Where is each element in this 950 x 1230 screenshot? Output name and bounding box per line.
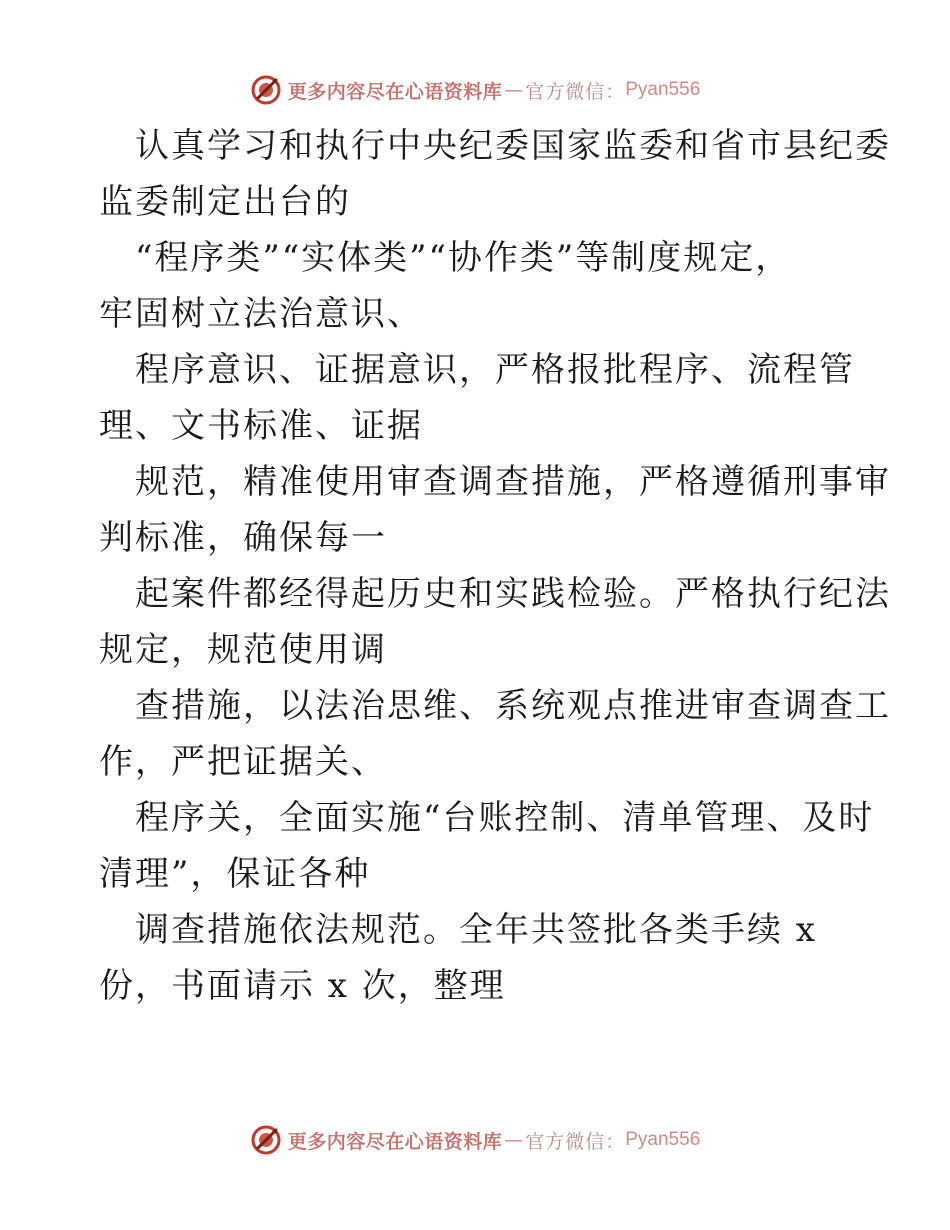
banner-main-text: 更多内容尽在心语资料库	[287, 80, 503, 103]
text-line: 清理”，保证各种	[99, 854, 371, 894]
text-line: 程序关，全面实施“台账控制、清单管理、及时	[135, 798, 875, 838]
text-line: 份，书面请示 x 次，整理	[99, 966, 506, 1006]
banner-separator: —	[504, 1129, 524, 1151]
text-line: 监委制定出台的	[99, 182, 351, 222]
banner-separator: —	[504, 79, 524, 101]
text-line: 牢固树立法治意识、	[99, 294, 423, 334]
banner-wechat-id: Pyan556	[625, 79, 701, 100]
text-line: 认真学习和执行中央纪委国家监委和省市县纪委	[135, 126, 891, 166]
logo-icon	[250, 74, 282, 106]
text-line: 判标准，确保每一	[99, 518, 387, 558]
banner-wechat-label: 官方微信：	[525, 1130, 626, 1153]
text-line: 理、文书标准、证据	[99, 406, 423, 446]
text-line: 起案件都经得起历史和实践检验。严格执行纪法	[135, 574, 891, 614]
text-line: 程序意识、证据意识，严格报批程序、流程管	[135, 350, 855, 390]
text-line: 查措施，以法治思维、系统观点推进审查调查工	[135, 686, 891, 726]
text-line: 规范，精准使用审查调查措施，严格遵循刑事审	[135, 462, 891, 502]
document-body	[99, 118, 891, 1014]
header-banner	[0, 70, 950, 110]
text-line: 调查措施依法规范。全年共签批各类手续 x	[135, 910, 817, 950]
footer-banner	[0, 1120, 950, 1160]
banner-main-text: 更多内容尽在心语资料库	[287, 1130, 503, 1153]
text-line: “程序类”“实体类”“协作类”等制度规定，	[135, 238, 792, 278]
banner-wechat-id: Pyan556	[625, 1129, 701, 1150]
text-line: 规定，规范使用调	[99, 630, 387, 670]
text-line: 作，严把证据关、	[99, 742, 387, 782]
banner-wechat-label: 官方微信：	[525, 80, 626, 103]
logo-icon	[250, 1124, 282, 1156]
